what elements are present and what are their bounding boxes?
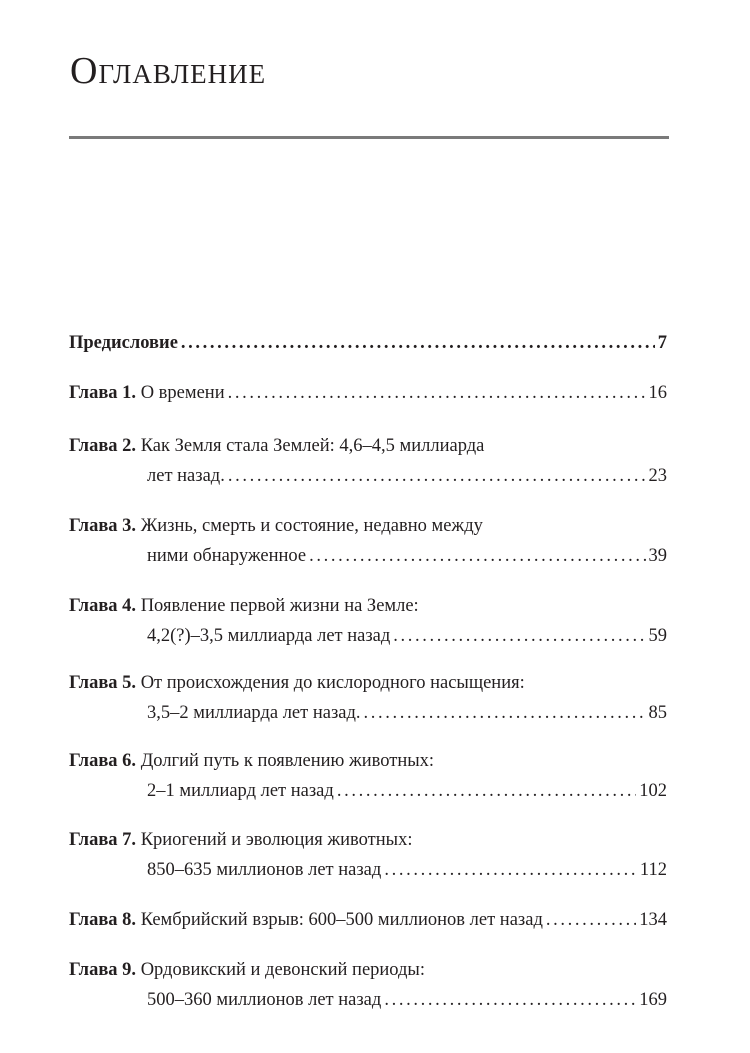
toc-entry-chapter-7[interactable] bbox=[69, 825, 667, 885]
page-title: Оглавление bbox=[70, 50, 267, 92]
toc-page-number: 7 bbox=[657, 333, 667, 353]
toc-page-number: 59 bbox=[648, 626, 667, 646]
toc-page-number: 16 bbox=[648, 383, 667, 403]
toc-entry-label: Глава 4. bbox=[69, 596, 137, 616]
toc-entry-chapter-4[interactable] bbox=[69, 591, 667, 651]
toc-entry-title: Ордовикский и девонский периоды: bbox=[140, 960, 425, 980]
toc-entry-label: Глава 2. bbox=[69, 436, 137, 456]
toc-entry-title: От происхождения до кислородного насыщения: bbox=[140, 673, 525, 693]
title-rule bbox=[69, 136, 669, 139]
toc-entry-label: Предисловие bbox=[69, 333, 178, 353]
toc-entry-title: Жизнь, смерть и состояние, недавно между bbox=[140, 516, 483, 536]
toc-entry-title-continued: 850–635 миллионов лет назад bbox=[147, 860, 382, 880]
toc-entry-chapter-8[interactable] bbox=[69, 905, 667, 935]
toc-entry-title-continued: 3,5–2 миллиарда лет назад. bbox=[147, 703, 361, 723]
toc-entry-chapter-3[interactable] bbox=[69, 511, 667, 571]
toc-entry-title: Криогений и эволюция животных: bbox=[140, 830, 413, 850]
toc-page-number: 112 bbox=[639, 860, 667, 880]
dot-leader bbox=[364, 698, 646, 728]
toc-entry-title: Как Земля стала Землей: 4,6–4,5 миллиарда bbox=[140, 436, 485, 456]
dot-leader bbox=[337, 776, 636, 806]
toc-entry-label: Глава 7. bbox=[69, 830, 137, 850]
table-of-contents bbox=[69, 328, 667, 1010]
toc-entry-label: Глава 5. bbox=[69, 673, 137, 693]
toc-entry-chapter-5[interactable] bbox=[69, 668, 667, 728]
toc-entry-title: Кембрийский взрыв: 600–500 миллионов лет назад bbox=[140, 910, 543, 930]
dot-leader bbox=[228, 461, 646, 491]
toc-entry-label: Глава 8. bbox=[69, 910, 137, 930]
toc-entry-chapter-2[interactable] bbox=[69, 431, 667, 491]
toc-entry-label: Глава 9. bbox=[69, 960, 137, 980]
toc-page-number: 169 bbox=[639, 990, 667, 1010]
toc-page-number: 134 bbox=[639, 910, 667, 930]
dot-leader bbox=[384, 855, 637, 885]
toc-entry-label: Глава 1. bbox=[69, 383, 137, 403]
dot-leader bbox=[228, 378, 646, 408]
dot-leader bbox=[546, 905, 636, 935]
toc-entry-title: Появление первой жизни на Земле: bbox=[140, 596, 419, 616]
toc-entry-title-continued: лет назад. bbox=[147, 466, 225, 486]
toc-entry-title: Долгий путь к появлению животных: bbox=[140, 751, 435, 771]
toc-entry-label: Глава 3. bbox=[69, 516, 137, 536]
toc-entry-title-continued: ними обнаруженное bbox=[147, 546, 307, 566]
toc-entry-preface[interactable] bbox=[69, 328, 667, 358]
toc-entry-chapter-1[interactable] bbox=[69, 378, 667, 408]
toc-page-number: 85 bbox=[648, 703, 667, 723]
toc-page-number: 23 bbox=[648, 466, 667, 486]
dot-leader bbox=[309, 541, 645, 571]
dot-leader bbox=[181, 328, 655, 358]
dot-leader bbox=[393, 621, 645, 651]
toc-entry-chapter-6[interactable] bbox=[69, 746, 667, 806]
toc-entry-title-continued: 2–1 миллиард лет назад bbox=[147, 781, 334, 801]
toc-entry-title: О времени bbox=[140, 383, 225, 403]
toc-entry-title-continued: 500–360 миллионов лет назад bbox=[147, 990, 382, 1010]
toc-entry-title-continued: 4,2(?)–3,5 миллиарда лет назад bbox=[147, 626, 391, 646]
toc-page-number: 39 bbox=[648, 546, 667, 566]
toc-page-number: 102 bbox=[639, 781, 667, 801]
dot-leader bbox=[384, 985, 636, 1015]
toc-entry-chapter-9[interactable] bbox=[69, 955, 667, 1015]
toc-entry-label: Глава 6. bbox=[69, 751, 137, 771]
